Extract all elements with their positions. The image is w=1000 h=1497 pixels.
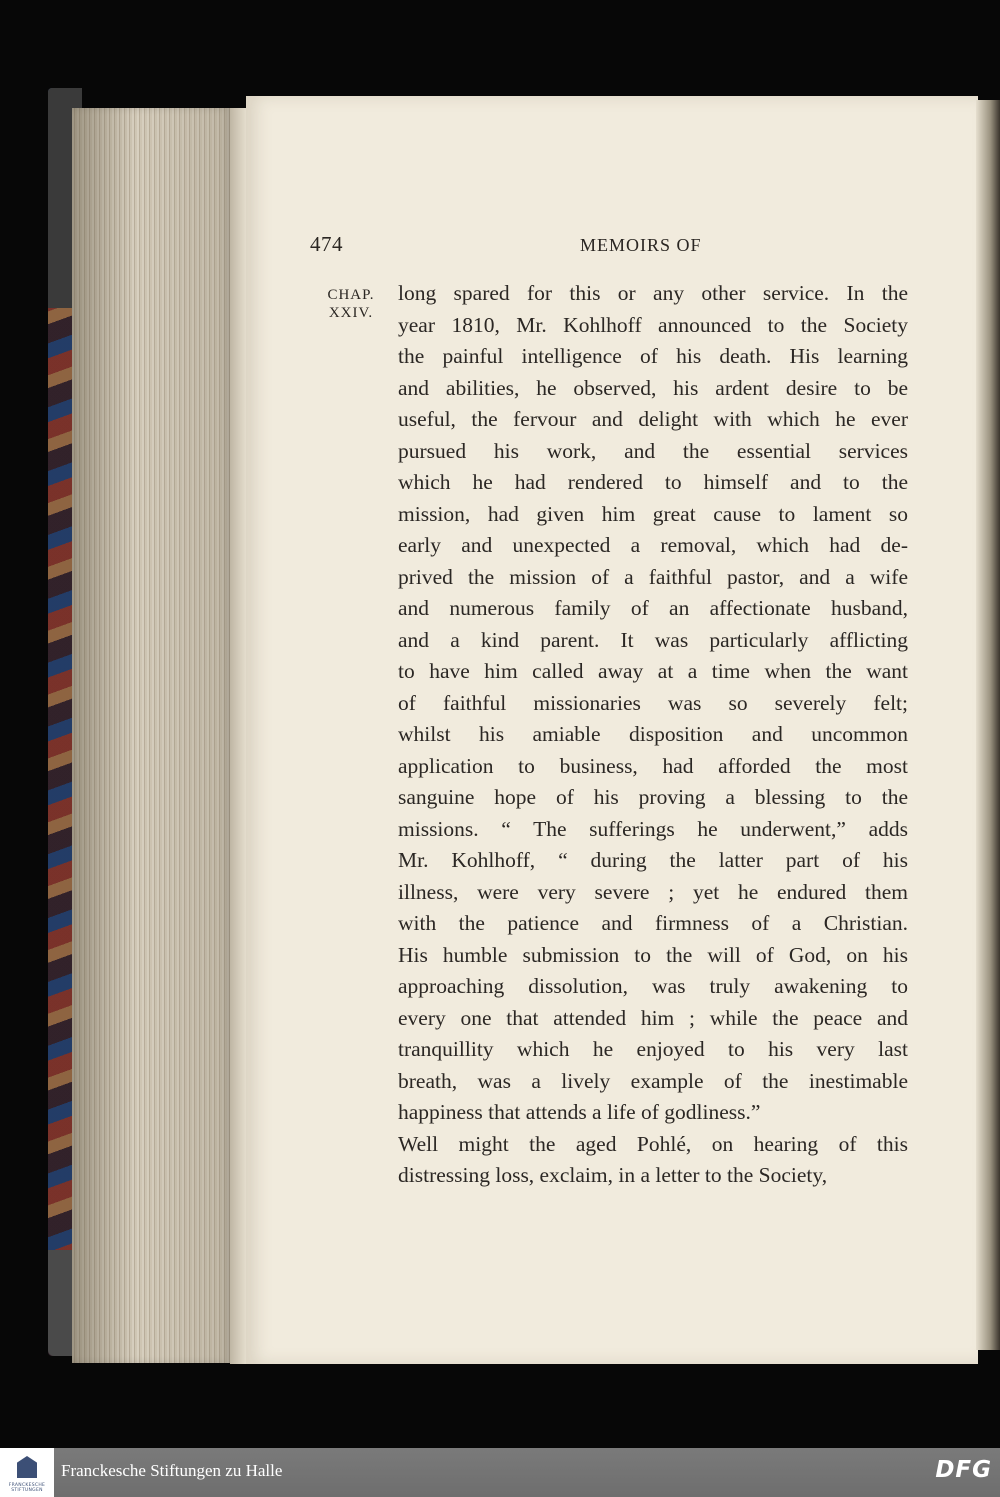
text-line: every one that attended him ; while the peace and xyxy=(398,1005,908,1030)
text-line: long spared for this or any other service. In the xyxy=(398,281,908,305)
text-line: and a kind parent. It was particularly afflicting xyxy=(398,627,908,652)
text-line: whilst his amiable disposition and uncommon xyxy=(398,722,908,746)
text-line: the painful intelligence of his death. His learning xyxy=(398,344,908,368)
text-line: sanguine hope of his proving a blessing to the xyxy=(398,785,908,809)
page-right-edge xyxy=(976,100,1000,1350)
body-text xyxy=(398,278,908,1192)
text-line: to have him called away at a time when the want xyxy=(398,659,908,683)
text-line: which he had rendered to himself and to the xyxy=(398,470,908,494)
text-line: Mr. Kohlhoff, “ during the latter part of his xyxy=(398,848,908,872)
text-line: year 1810, Mr. Kohlhoff announced to the Society xyxy=(398,312,908,337)
logo-text: FRANCKESCHE STIFTUNGEN xyxy=(8,1483,46,1493)
text-line: and numerous family of an affectionate husband, xyxy=(398,596,908,620)
text-line: and abilities, he observed, his ardent desire to be xyxy=(398,375,908,400)
text-line: distressing loss, exclaim, in a letter to the Society, xyxy=(398,1163,828,1187)
text-line: Well might the aged Pohlé, on hearing of this xyxy=(398,1131,908,1156)
text-line: tranquillity which he enjoyed to his very last xyxy=(398,1037,908,1061)
text-line: missions. “ The sufferings he underwent,” adds xyxy=(398,816,908,841)
text-line: with the patience and firmness of a Christian. xyxy=(398,911,908,935)
text-line: of faithful missionaries was so severely felt; xyxy=(398,690,908,715)
viewer-footer xyxy=(0,1448,1000,1497)
text-line: His humble submission to the will of God, on his xyxy=(398,942,908,967)
text-line: breath, was a lively example of the inestimable xyxy=(398,1068,908,1093)
institution-name[interactable]: Franckesche Stiftungen zu Halle xyxy=(61,1461,283,1480)
institution-logo[interactable] xyxy=(0,1448,54,1497)
text-line: application to business, had afforded the most xyxy=(398,753,908,778)
chapter-number: XXIV. xyxy=(328,305,374,321)
page-number: 474 xyxy=(310,232,343,256)
text-line: prived the mission of a faithful pastor, and a wife xyxy=(398,564,908,589)
text-line: useful, the fervour and delight with which he ever xyxy=(398,407,908,431)
text-line: illness, were very severe ; yet he endured them xyxy=(398,879,908,904)
text-line: pursued his work, and the essential services xyxy=(398,438,908,463)
building-icon xyxy=(17,1456,37,1478)
chapter-marker xyxy=(323,286,379,322)
text-line: early and unexpected a removal, which had de- xyxy=(398,533,908,557)
page-block-shade xyxy=(72,108,232,1363)
text-line: mission, had given him great cause to lament so xyxy=(398,501,908,526)
text-line: approaching dissolution, was truly awakening to xyxy=(398,974,908,998)
running-head: MEMOIRS OF xyxy=(580,235,702,255)
chapter-label: CHAP. xyxy=(327,287,375,303)
text-line: happiness that attends a life of godliness.” xyxy=(398,1100,761,1124)
dfg-logo[interactable]: DFG xyxy=(935,1457,992,1483)
